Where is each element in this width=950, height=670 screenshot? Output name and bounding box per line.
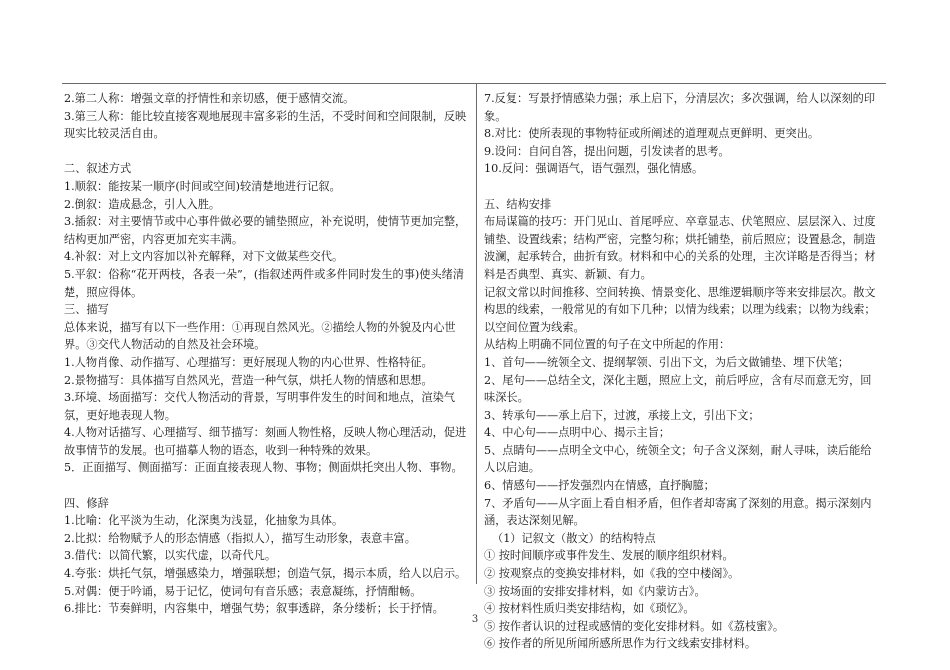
position-item: 2、尾句——总结全文，深化主题，照应上文，前后呼应，含有尽而意无穷，回味深长。 bbox=[484, 373, 872, 405]
structure-intro: 布局谋篇的技巧：开门见山、首尾呼应、卒章显志、伏笔照应、层层深入、过度铺垫、设置线索；结构严密，完整匀称；烘托铺垫，前后照应；设置悬念，制造波澜，起承转合，曲折有致。材料和中心的关系的处理，主次详略是否得当；材料是否典型、真实、新颖、有力。 bbox=[484, 215, 876, 281]
right-column bbox=[484, 90, 882, 653]
spacer bbox=[64, 477, 468, 495]
subheading-narrative-structure: （1）记叙文（散文）的结构特点 bbox=[492, 531, 656, 545]
rhetoric-item: 1.比喻：化平淡为生动，化深奥为浅显，化抽象为具体。 bbox=[64, 514, 344, 528]
structure-clues: 记叙文常以时间推移、空间转换、情景变化、思维逻辑顺序等来安排层次。散文构思的线索，一般常见的有如下几种；以情为线索；以理为线索；以物为线索；以空间位置为线索。 bbox=[484, 285, 876, 334]
structure-feature-item: ⑤ 按作者认识的过程或感情的变化安排材料。如《荔枝蜜》。 bbox=[484, 619, 785, 633]
heading-description: 三、描写 bbox=[64, 303, 109, 317]
narration-item: 5.平叙：俗称“花开两枝，各表一朵”，(指叙述两件或多件同时发生的事)使头绪清楚，照应得体。 bbox=[64, 267, 465, 299]
column-divider bbox=[476, 83, 477, 584]
position-item: 6、情感句——抒发强烈内在情感，直抒胸臆； bbox=[484, 479, 715, 493]
rhetoric-item: 7.反复：写景抒情感染力强；承上启下，分清层次；多次强调，给人以深刻的印象。 bbox=[484, 92, 876, 123]
top-rule-left bbox=[62, 83, 476, 84]
rhetoric-item: 9.设问：自问自答，提出问题，引发读者的思考。 bbox=[484, 144, 730, 158]
rhetoric-item: 3.借代：以简代繁，以实代虚，以奇代凡。 bbox=[64, 549, 277, 563]
position-item: 1、首句——统领全文、提纲挈领、引出下文，为后文做铺垫、埋下伏笔； bbox=[484, 355, 850, 369]
position-item: 7、矛盾句——从字面上看自相矛盾，但作者却寄寓了深刻的用意。揭示深刻内涵，表达深刻见解。 bbox=[484, 496, 872, 528]
description-item: 3.环境、场面描写：交代人物活动的背景，写明事件发生的时间和地点，渲染气氛，更好地表现人物。 bbox=[64, 391, 456, 422]
rhetoric-item: 8.对比：使所表现的事物特征或所阐述的道理观点更鲜明、更突出。 bbox=[484, 127, 820, 141]
description-item: 2.景物描写：具体描写自然风光，营造一种气氛，烘托人物的情感和思想。 bbox=[64, 373, 433, 387]
position-item: 5、点睛句——点明全文中心，统领全文；句子含义深刻，耐人寻味，读后能给人以启迪。 bbox=[484, 443, 872, 475]
structure-feature-item: ② 按观察点的变换安排材料，如《我的空中楼阁》。 bbox=[484, 567, 740, 581]
description-intro: 总体来说，描写有以下一些作用：①再现自然风光。②描绘人物的外貌及内心世界。③交代人物活动的自然及社会环境。 bbox=[64, 320, 456, 352]
narration-item: 1.顺叙：能按某一顺序(时间或空间)较清楚地进行记叙。 bbox=[64, 179, 341, 193]
description-item: 5．正面描写、侧面描写：正面直接表现人物、事物；侧面烘托突出人物、事物。 bbox=[64, 461, 463, 475]
heading-rhetoric: 四、修辞 bbox=[64, 496, 109, 510]
structure-positions-intro: 从结构上明确不同位置的句子在文中所起的作用： bbox=[484, 338, 731, 352]
structure-feature-item: ⑥ 按作者的所见所闻所感所思作为行文线索安排材料。 bbox=[484, 637, 757, 651]
spacer bbox=[484, 178, 882, 196]
description-item: 4.人物对话描写、心理描写、细节描写：刻画人物性格，反映人物心理活动，促进故事情节的发展。也可描摹人物的语态，收到一种特殊的效果。 bbox=[64, 426, 467, 457]
structure-feature-item: ① 按时间顺序或事件发生、发展的顺序组织材料。 bbox=[484, 549, 734, 563]
rhetoric-item: 6.排比：节奏鲜明，内容集中，增强气势；叙事透辟，条分缕析；长于抒情。 bbox=[64, 602, 444, 616]
paragraph-third-person: 3.第三人称：能比较直接客观地展现丰富多彩的生活，不受时间和空间限制，反映现实比较灵活自由。 bbox=[64, 109, 467, 141]
spacer bbox=[64, 143, 468, 161]
left-column bbox=[64, 90, 468, 618]
position-item: 4、中心句——点明中心、揭示主旨； bbox=[484, 426, 671, 440]
rhetoric-item: 5.对偶：便于吟诵，易于记忆，使词句有音乐感；表意凝练，抒情酣畅。 bbox=[64, 584, 422, 598]
narration-item: 2.倒叙：造成悬念，引人入胜。 bbox=[64, 197, 221, 211]
narration-item: 4.补叙：对上文内容加以补充解释，对下文做某些交代。 bbox=[64, 250, 344, 264]
description-item: 1.人物肖像、动作描写、心理描写：更好展现人物的内心世界、性格特征。 bbox=[64, 355, 433, 369]
paragraph-second-person: 2.第二人称：增强文章的抒情性和亲切感，便于感情交流。 bbox=[64, 92, 355, 105]
structure-feature-item: ③ 按场面的安排安排材料，如《内蒙访古》。 bbox=[484, 584, 706, 598]
narration-item: 3.插叙：对主要情节或中心事件做必要的铺垫照应，补充说明，使情节更加完整，结构更加严密，内容更加充实丰满。 bbox=[64, 215, 467, 246]
rhetoric-item: 2.比拟：给物赋予人的形态情感（指拟人），描写生动形象，表意丰富。 bbox=[64, 531, 416, 545]
structure-feature-item: ④ 按材料性质归类安排结构，如《琐忆》。 bbox=[484, 602, 695, 616]
position-item: 3、转承句——承上启下，过渡，承接上文，引出下文； bbox=[484, 408, 760, 422]
top-rule-right bbox=[476, 83, 886, 84]
heading-narration: 二、叙述方式 bbox=[64, 162, 132, 176]
rhetoric-item: 10.反问：强调语气，语气强烈，强化情感。 bbox=[484, 162, 704, 176]
rhetoric-item: 4.夸张：烘托气氛，增强感染力，增强联想；创造气氛，揭示本质，给人以启示。 bbox=[64, 567, 467, 581]
heading-structure: 五、结构安排 bbox=[484, 197, 552, 211]
page-number: 3 bbox=[471, 614, 479, 625]
